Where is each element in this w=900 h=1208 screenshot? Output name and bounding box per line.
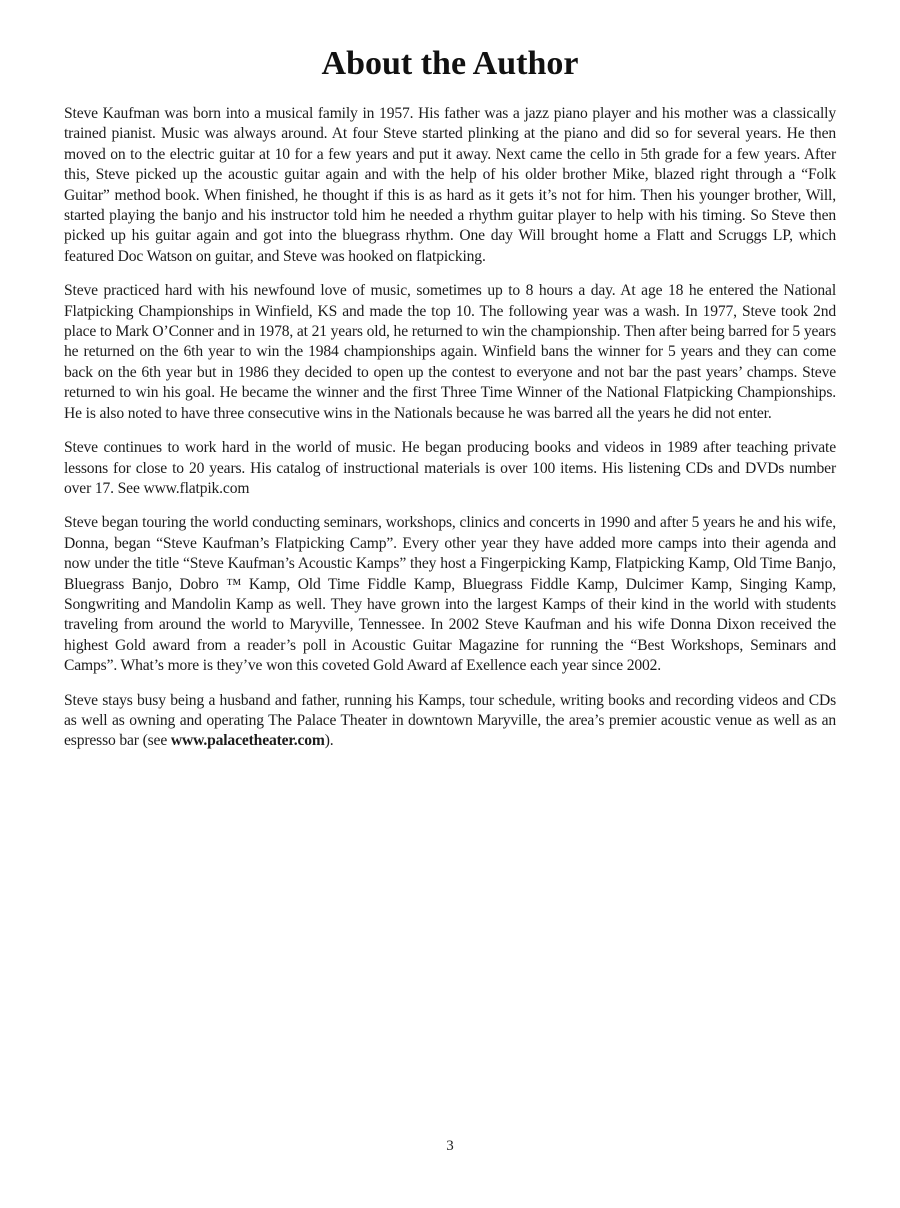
paragraph-palace-theater-end: ). [324, 732, 334, 750]
paragraph-championships: Steve practiced hard with his newfound love of music, sometimes up to 8 hours a day. At age 18 he entered the National Flatpicking Championships in Winfield, KS and made the top 10. The following year was a wash. In 1977, Steve took 2nd place to Mark O’Conner and in 1978, at 21 years old, he returned to win the championship. Then after being barred for 5 years he returned on the 6th year to win the 1984 championships again. Winfield bans the winner for 5 years and they can come back on the 6th year but in 1986 they decided to open up the contest to everyone and not bar the past years’ champs. Steve returned to win his goal. He became the winner and the first Three Time Winner of the National Flatpicking Championships. He is also noted to have three consecutive wins in the Nationals because he was barred all the years he did not enter. [64, 282, 836, 422]
paragraph-instructional-materials: Steve continues to work hard in the world of music. He began producing books and videos in 1989 after teaching private lessons for close to 20 years. His catalog of instructional materials is over 100 items. His listening CDs and DVDs number over 17. See www.flatpik.com [64, 439, 836, 497]
page-title: About the Author [321, 45, 579, 82]
paragraph-early-life: Steve Kaufman was born into a musical family in 1957. His father was a jazz piano player and his mother was a classically trained pianist. Music was always around. At four Steve started plinking at the piano and did so for several years. He then moved on to the electric guitar at 10 for a few years and put it away. Next came the cello in 5th grade for a few years. After this, Steve picked up the acoustic guitar again and with the help of his older brother Mike, blazed right through a “Folk Guitar” method book. When finished, he thought if this is as hard as it gets it’s not for him. Then his younger brother, Will, started playing the banjo and his instructor told him he needed a rhythm guitar player to help with his timing. So Steve then picked up his guitar again and got into the bluegrass rhythm. One day Will brought home a Flatt and Scruggs LP, which featured Doc Watson on guitar, and Steve was hooked on flatpicking. [64, 105, 836, 265]
paragraph-palace-theater-text: Steve stays busy being a husband and father, running his Kamps, tour schedule, writing books and recording videos and CDs as well as owning and operating The Palace Theater in downtown Maryville, the area’s premier acoustic venue as well as an espresso bar (see [64, 691, 836, 750]
body-text [64, 104, 836, 766]
page-number: 3 [446, 1138, 454, 1154]
paragraph-kamps: Steve began touring the world conducting seminars, workshops, clinics and concerts in 1990 and after 5 years he and his wife, Donna, began “Steve Kaufman’s Flatpicking Camp”. Every other year they have added more camps into their agenda and now under the title “Steve Kaufman’s Acoustic Kamps” they host a Fingerpicking Kamp, Flatpicking Kamp, Old Time Banjo, Bluegrass Banjo, Dobro ™ Kamp, Old Time Fiddle Kamp, Bluegrass Fiddle Kamp, Dulcimer Kamp, Singing Kamp, Songwriting and Mandolin Kamp as well. They have grown into the largest Kamps of their kind in the world with students traveling from around the world to Maryville, Tennessee. In 2002 Steve Kaufman and his wife Donna Dixon received the highest Gold award from a reader’s poll in Acoustic Guitar Magazine for running the “Best Workshops, Seminars and Camps”. What’s more is they’ve won this coveted Gold Award af Exellence each year since 2002. [64, 514, 836, 675]
paragraph-palace-theater [64, 691, 836, 752]
palace-theater-website: www.palacetheater.com [170, 732, 325, 750]
